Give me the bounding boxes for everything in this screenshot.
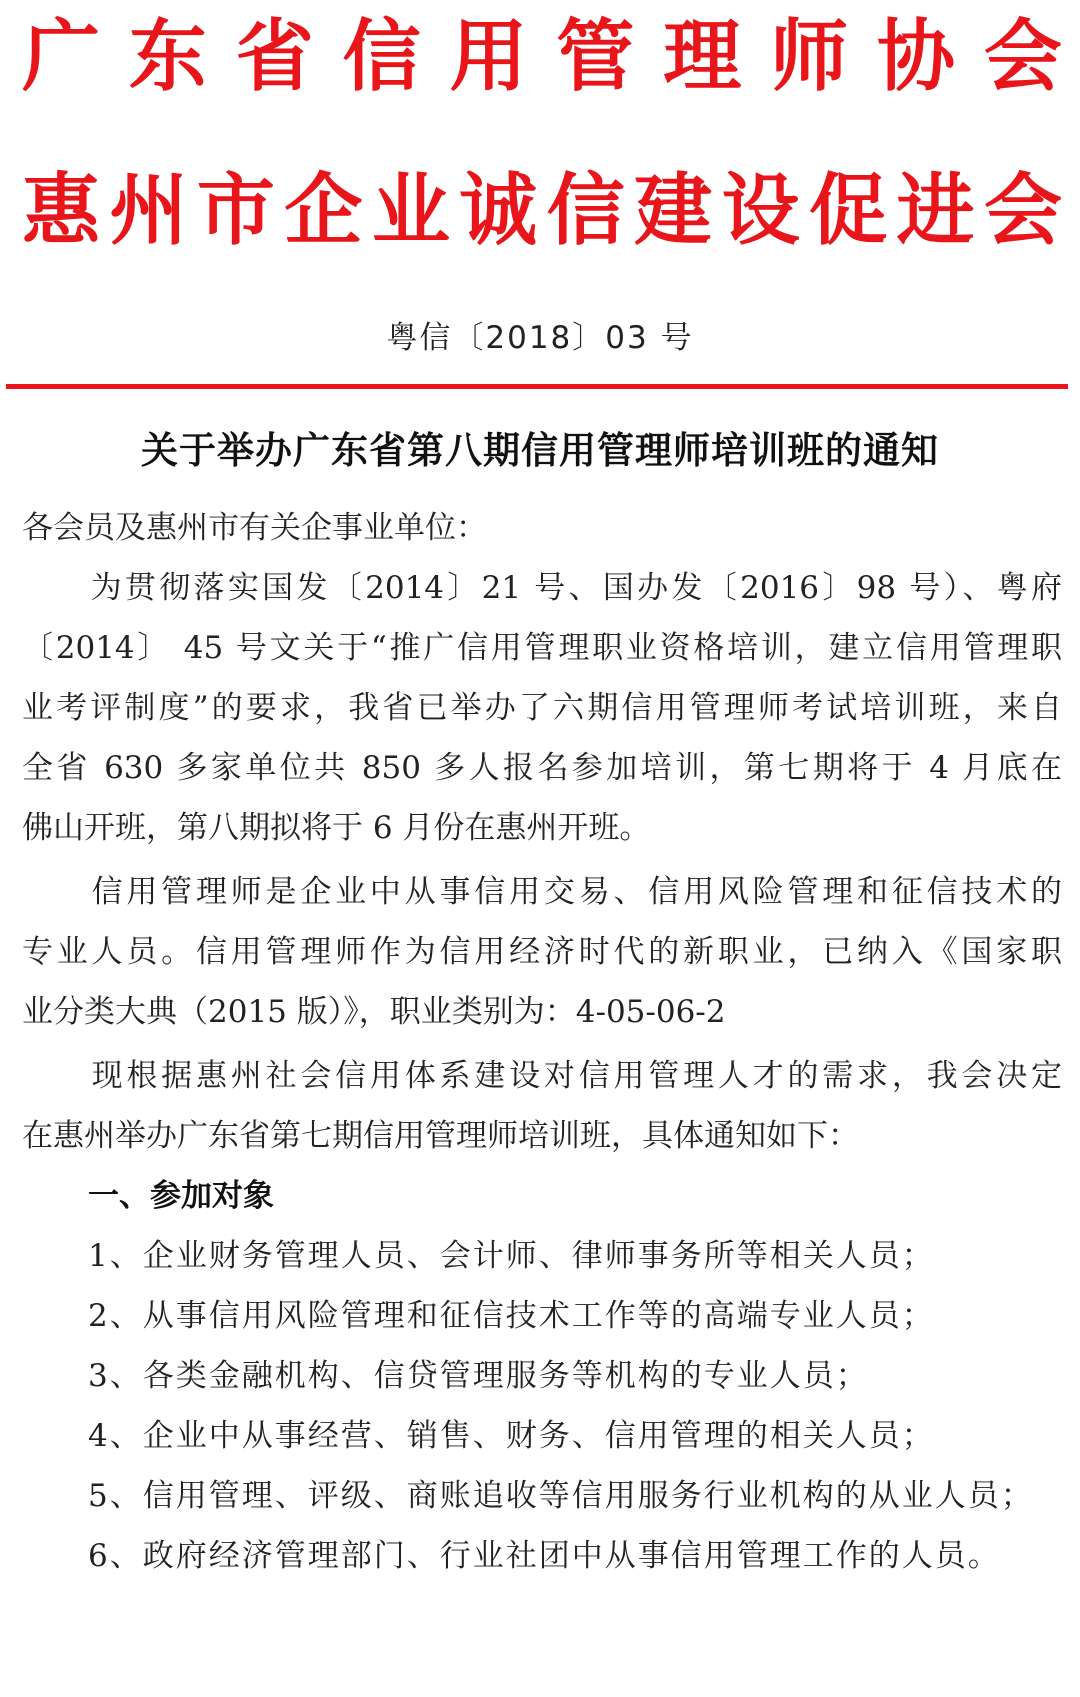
letterhead-char: 用 (449, 11, 528, 102)
paragraph-2-line: 信用管理师是企业中从事信用交易、信用风险管理和征信技术的 (22, 874, 1062, 910)
letterhead-char: 企 (284, 165, 363, 256)
letterhead-char: 信 (546, 165, 625, 256)
paragraph-3-line: 在惠州举办广东省第七期信用管理师培训班，具体通知如下： (22, 1118, 859, 1154)
paragraph-1-line: 〔2014〕 45 号文关于“推广信用管理职业资格培训，建立信用管理职 (22, 630, 1062, 666)
letterhead-char: 促 (809, 165, 888, 256)
paragraph-1-line: 全省 630 多家单位共 850 多人报名参加培训，第七期将于 4 月底在 (22, 750, 1062, 786)
paragraph-1-line: 佛山开班，第八期拟将于 6 月份在惠州开班。 (22, 810, 651, 846)
org-name-line-2 (22, 158, 1062, 256)
section-heading: 一、参加对象 (88, 1178, 274, 1214)
letterhead-char: 会 (983, 11, 1062, 102)
letterhead-char: 惠 (22, 165, 101, 256)
letterhead-char: 设 (721, 165, 800, 256)
letterhead-char: 建 (634, 165, 713, 256)
letterhead-char: 市 (196, 165, 275, 256)
letterhead-char: 会 (983, 165, 1062, 256)
list-item: 2、从事信用风险管理和征信技术工作等的高端专业人员； (88, 1298, 935, 1334)
letterhead-char: 广 (22, 11, 101, 102)
list-item: 4、企业中从事经营、销售、财务、信用管理的相关人员； (88, 1418, 935, 1454)
letterhead-char: 信 (342, 11, 421, 102)
org-name-line-1 (22, 4, 1062, 102)
salutation: 各会员及惠州市有关企事业单位： (22, 510, 487, 546)
paragraph-3-line: 现根据惠州社会信用体系建设对信用管理人才的需求，我会决定 (22, 1058, 1062, 1094)
list-item: 1、企业财务管理人员、会计师、律师事务所等相关人员； (88, 1238, 935, 1274)
paragraph-1-line: 为贯彻落实国发〔2014〕21 号、国办发〔2016〕98 号）、粤府 (22, 570, 1062, 606)
letterhead-char: 师 (770, 11, 849, 102)
letterhead-char: 管 (556, 11, 635, 102)
paragraph-2-line: 专业人员。信用管理师作为信用经济时代的新职业，已纳入《国家职 (22, 934, 1062, 970)
letterhead-char: 协 (877, 11, 956, 102)
letterhead-char: 进 (896, 165, 975, 256)
red-divider-rule (6, 384, 1068, 389)
letterhead-char: 省 (235, 11, 314, 102)
paragraph-1-line: 业考评制度”的要求，我省已举办了六期信用管理师考试培训班，来自 (22, 690, 1062, 726)
letterhead-char: 业 (371, 165, 450, 256)
letterhead-char: 东 (128, 11, 207, 102)
letterhead-char: 理 (663, 11, 742, 102)
letterhead-char: 州 (109, 165, 188, 256)
list-item: 3、各类金融机构、信贷管理服务等机构的专业人员； (88, 1358, 869, 1394)
paragraph-2-line: 业分类大典（2015 版）》，职业类别为：4-05-06-2 (22, 994, 726, 1030)
document-number: 粤信〔2018〕03 号 (386, 320, 694, 356)
notice-title: 关于举办广东省第八期信用管理师培训班的通知 (141, 429, 939, 472)
list-item: 5、信用管理、评级、商账追收等信用服务行业机构的从业人员； (88, 1478, 1034, 1514)
letterhead-char: 诚 (459, 165, 538, 256)
list-item: 6、政府经济管理部门、行业社团中从事信用管理工作的人员。 (88, 1538, 1001, 1574)
